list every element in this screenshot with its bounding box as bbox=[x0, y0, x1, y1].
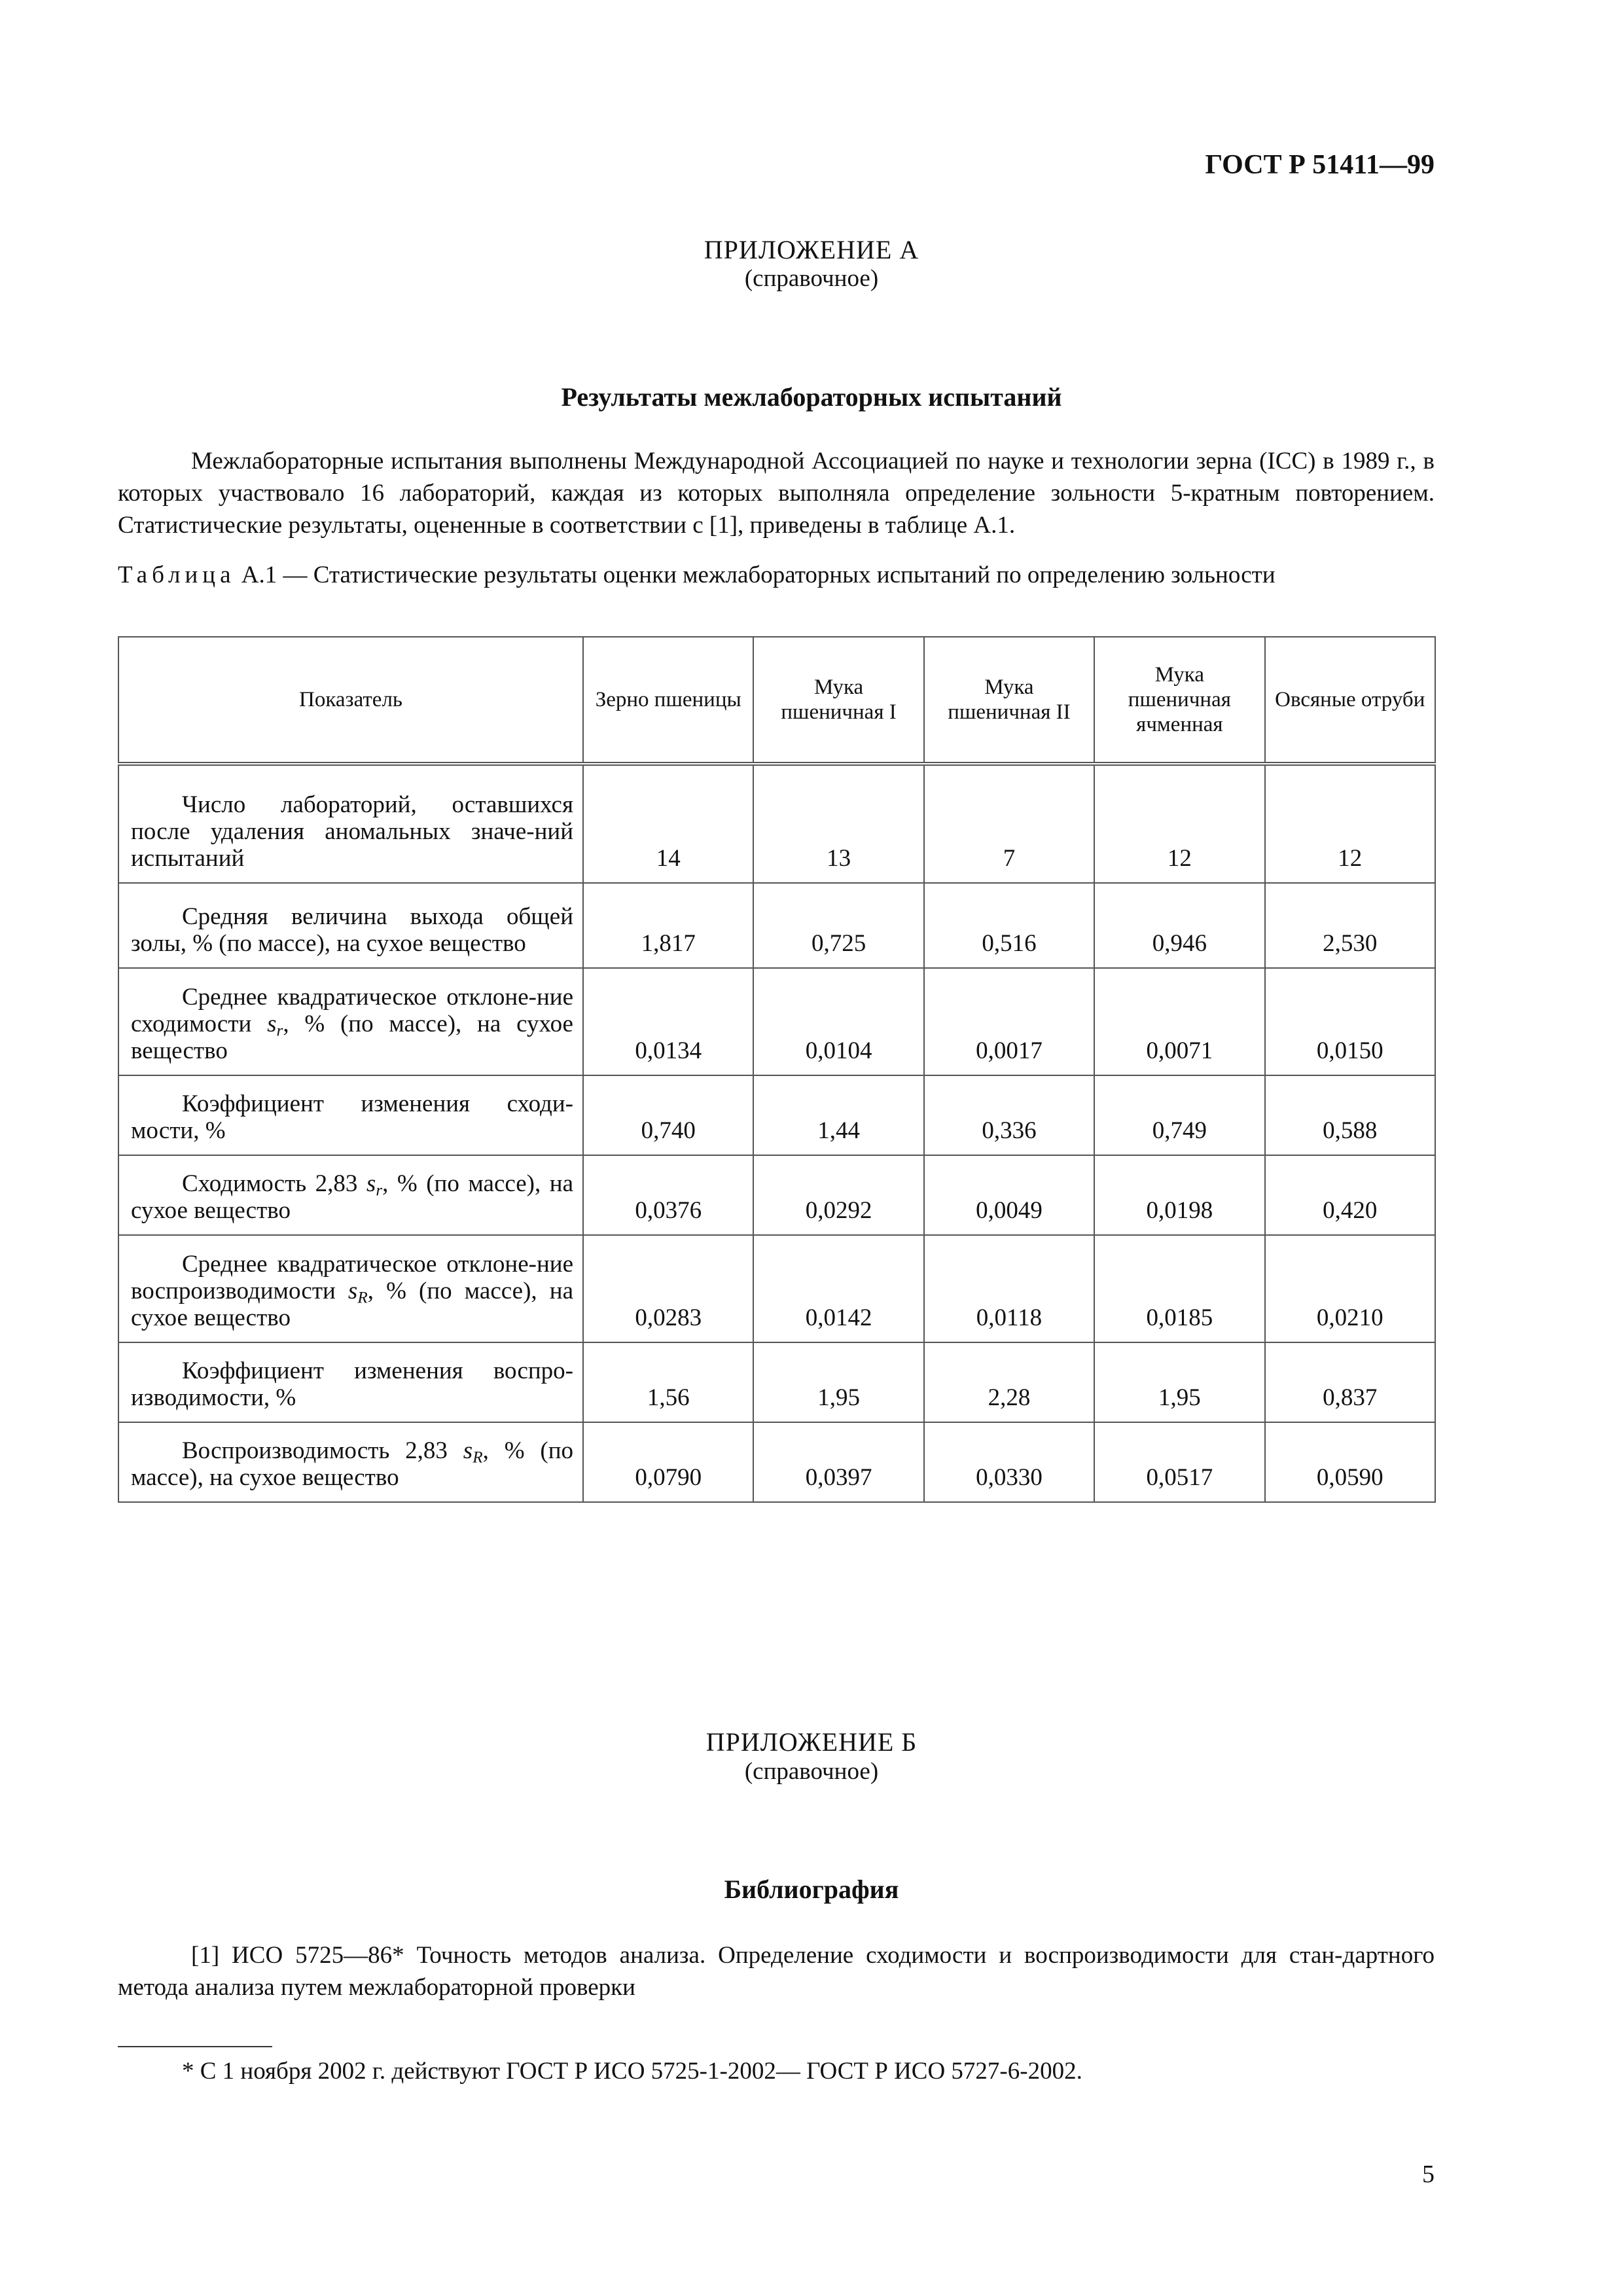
table-row bbox=[118, 883, 1435, 968]
appendix-b-heading: Библиография bbox=[724, 1874, 899, 1904]
table-cell: 0,740 bbox=[583, 1075, 753, 1155]
table-caption-text: А.1 — Статистические результаты оценки межлабораторных испытаний по определению зольности bbox=[235, 562, 1275, 588]
table-caption-label: Таблица bbox=[118, 562, 236, 588]
row-label bbox=[118, 1155, 583, 1235]
appendix-a-heading: Результаты межлабораторных испытаний bbox=[561, 382, 1062, 412]
table-cell: 0,0198 bbox=[1094, 1155, 1264, 1235]
table-cell: 1,95 bbox=[753, 1342, 923, 1422]
table-cell: 1,817 bbox=[583, 883, 753, 968]
symbol-subscript: r bbox=[376, 1181, 383, 1200]
header-oat-bran: Овсяные отруби bbox=[1265, 637, 1435, 764]
table-row bbox=[118, 1342, 1435, 1422]
header-wheat-flour-1: Мука пшеничная I bbox=[753, 637, 923, 764]
row-label-text: , % (по массе), на сухое вещество bbox=[131, 1011, 573, 1064]
footnote-divider bbox=[118, 2046, 272, 2047]
row-label: Средняя величина выхода общей золы, % (по массе), на сухое вещество bbox=[118, 883, 583, 968]
appendix-b-subtitle: (справочное) bbox=[744, 1758, 879, 1785]
table-cell: 0,0376 bbox=[583, 1155, 753, 1235]
row-label: Число лабораторий, оставшихся после удаления аномальных значе-ний испытаний bbox=[118, 764, 583, 883]
table-cell: 0,0049 bbox=[924, 1155, 1094, 1235]
intro-paragraph: Межлабораторные испытания выполнены Международной Ассоциацией по науке и технологии зерна (ICC) в 1989 г., в которых участвовало 16 лабораторий, каждая из которых выполняла определение зольности 5-кратным повторением. Статистические результаты, оцененные в соответствии с [1], приведены в таблице А.1. bbox=[118, 448, 1435, 539]
row-label-text: , % (по массе), на сухое вещество bbox=[131, 1278, 573, 1331]
table-cell: 0,516 bbox=[924, 883, 1094, 968]
header-wheat-barley-flour: Мука пшеничная ячменная bbox=[1094, 637, 1264, 764]
row-label bbox=[118, 1422, 583, 1502]
table-header-row bbox=[118, 637, 1435, 764]
table-cell: 0,0185 bbox=[1094, 1235, 1264, 1342]
table-cell: 0,0283 bbox=[583, 1235, 753, 1342]
row-label-text: , % (по массе), на сухое вещество bbox=[131, 1437, 573, 1491]
table-cell: 0,0790 bbox=[583, 1422, 753, 1502]
table-cell: 0,0210 bbox=[1265, 1235, 1435, 1342]
table-cell: 0,0104 bbox=[753, 968, 923, 1075]
table-cell: 7 bbox=[924, 764, 1094, 883]
row-label bbox=[118, 968, 583, 1075]
symbol-subscript: R bbox=[357, 1289, 368, 1307]
row-label-text: Среднее квадратическое отклоне-ние воспроизводимости bbox=[131, 1251, 573, 1304]
table-cell: 0,588 bbox=[1265, 1075, 1435, 1155]
table-cell: 0,946 bbox=[1094, 883, 1264, 968]
table-row bbox=[118, 764, 1435, 883]
table-caption bbox=[118, 562, 1374, 589]
table-cell: 1,95 bbox=[1094, 1342, 1264, 1422]
table-row bbox=[118, 1235, 1435, 1342]
table-row bbox=[118, 1155, 1435, 1235]
table-cell: 1,44 bbox=[753, 1075, 923, 1155]
table-row bbox=[118, 1422, 1435, 1502]
symbol-s: s bbox=[366, 1170, 376, 1197]
table-cell: 0,0517 bbox=[1094, 1422, 1264, 1502]
table-cell: 14 bbox=[583, 764, 753, 883]
table-cell: 13 bbox=[753, 764, 923, 883]
symbol-s: s bbox=[267, 1011, 277, 1037]
appendix-a-title: ПРИЛОЖЕНИЕ А bbox=[704, 235, 919, 264]
table-cell: 1,56 bbox=[583, 1342, 753, 1422]
document-code: ГОСТ Р 51411—99 bbox=[1205, 150, 1435, 180]
results-table bbox=[118, 636, 1436, 1503]
table-cell: 0,749 bbox=[1094, 1075, 1264, 1155]
table-cell: 0,0397 bbox=[753, 1422, 923, 1502]
table-cell: 0,0330 bbox=[924, 1422, 1094, 1502]
row-label-text: Сходимость 2,83 bbox=[182, 1170, 366, 1197]
header-wheat-flour-2: Мука пшеничная II bbox=[924, 637, 1094, 764]
table-cell: 0,725 bbox=[753, 883, 923, 968]
table-cell: 0,336 bbox=[924, 1075, 1094, 1155]
table-cell: 0,0134 bbox=[583, 968, 753, 1075]
appendix-b-title: ПРИЛОЖЕНИЕ Б bbox=[705, 1727, 918, 1757]
table-cell: 0,420 bbox=[1265, 1155, 1435, 1235]
table-row bbox=[118, 968, 1435, 1075]
symbol-s: s bbox=[463, 1437, 473, 1464]
symbol-subscript: r bbox=[276, 1022, 283, 1040]
table-cell: 0,0118 bbox=[924, 1235, 1094, 1342]
table-cell: 0,0150 bbox=[1265, 968, 1435, 1075]
row-label-text: Воспроизводимость 2,83 bbox=[182, 1437, 463, 1464]
table-cell: 0,0017 bbox=[924, 968, 1094, 1075]
table-cell: 12 bbox=[1265, 764, 1435, 883]
row-label-text: , % (по массе), на сухое вещество bbox=[131, 1170, 573, 1224]
table-cell: 2,28 bbox=[924, 1342, 1094, 1422]
appendix-a-subtitle: (справочное) bbox=[744, 265, 879, 292]
table-cell: 0,0590 bbox=[1265, 1422, 1435, 1502]
footnote: * С 1 ноября 2002 г. действуют ГОСТ Р ИСО 5725-1-2002— ГОСТ Р ИСО 5727-6-2002. bbox=[182, 2058, 1082, 2085]
header-indicator: Показатель bbox=[118, 637, 583, 764]
bibliography-entry: [1] ИСО 5725—86* Точность методов анализа. Определение сходимости и воспроизводимости для стан-дартного метода анализа путем межлабораторной проверки bbox=[118, 1942, 1435, 2001]
table-cell: 0,0292 bbox=[753, 1155, 923, 1235]
row-label: Коэффициент изменения сходи-мости, % bbox=[118, 1075, 583, 1155]
row-label: Коэффициент изменения воспро-изводимости, % bbox=[118, 1342, 583, 1422]
table-cell: 0,0142 bbox=[753, 1235, 923, 1342]
row-label-text: Среднее квадратическое отклоне-ние сходимости bbox=[131, 984, 573, 1037]
row-label bbox=[118, 1235, 583, 1342]
table-cell: 2,530 bbox=[1265, 883, 1435, 968]
table-cell: 0,837 bbox=[1265, 1342, 1435, 1422]
table-row bbox=[118, 1075, 1435, 1155]
symbol-s: s bbox=[348, 1278, 358, 1304]
table-cell: 12 bbox=[1094, 764, 1264, 883]
symbol-subscript: R bbox=[473, 1448, 483, 1467]
table-cell: 0,0071 bbox=[1094, 968, 1264, 1075]
header-wheat-grain: Зерно пшеницы bbox=[583, 637, 753, 764]
page-number: 5 bbox=[1422, 2161, 1435, 2188]
